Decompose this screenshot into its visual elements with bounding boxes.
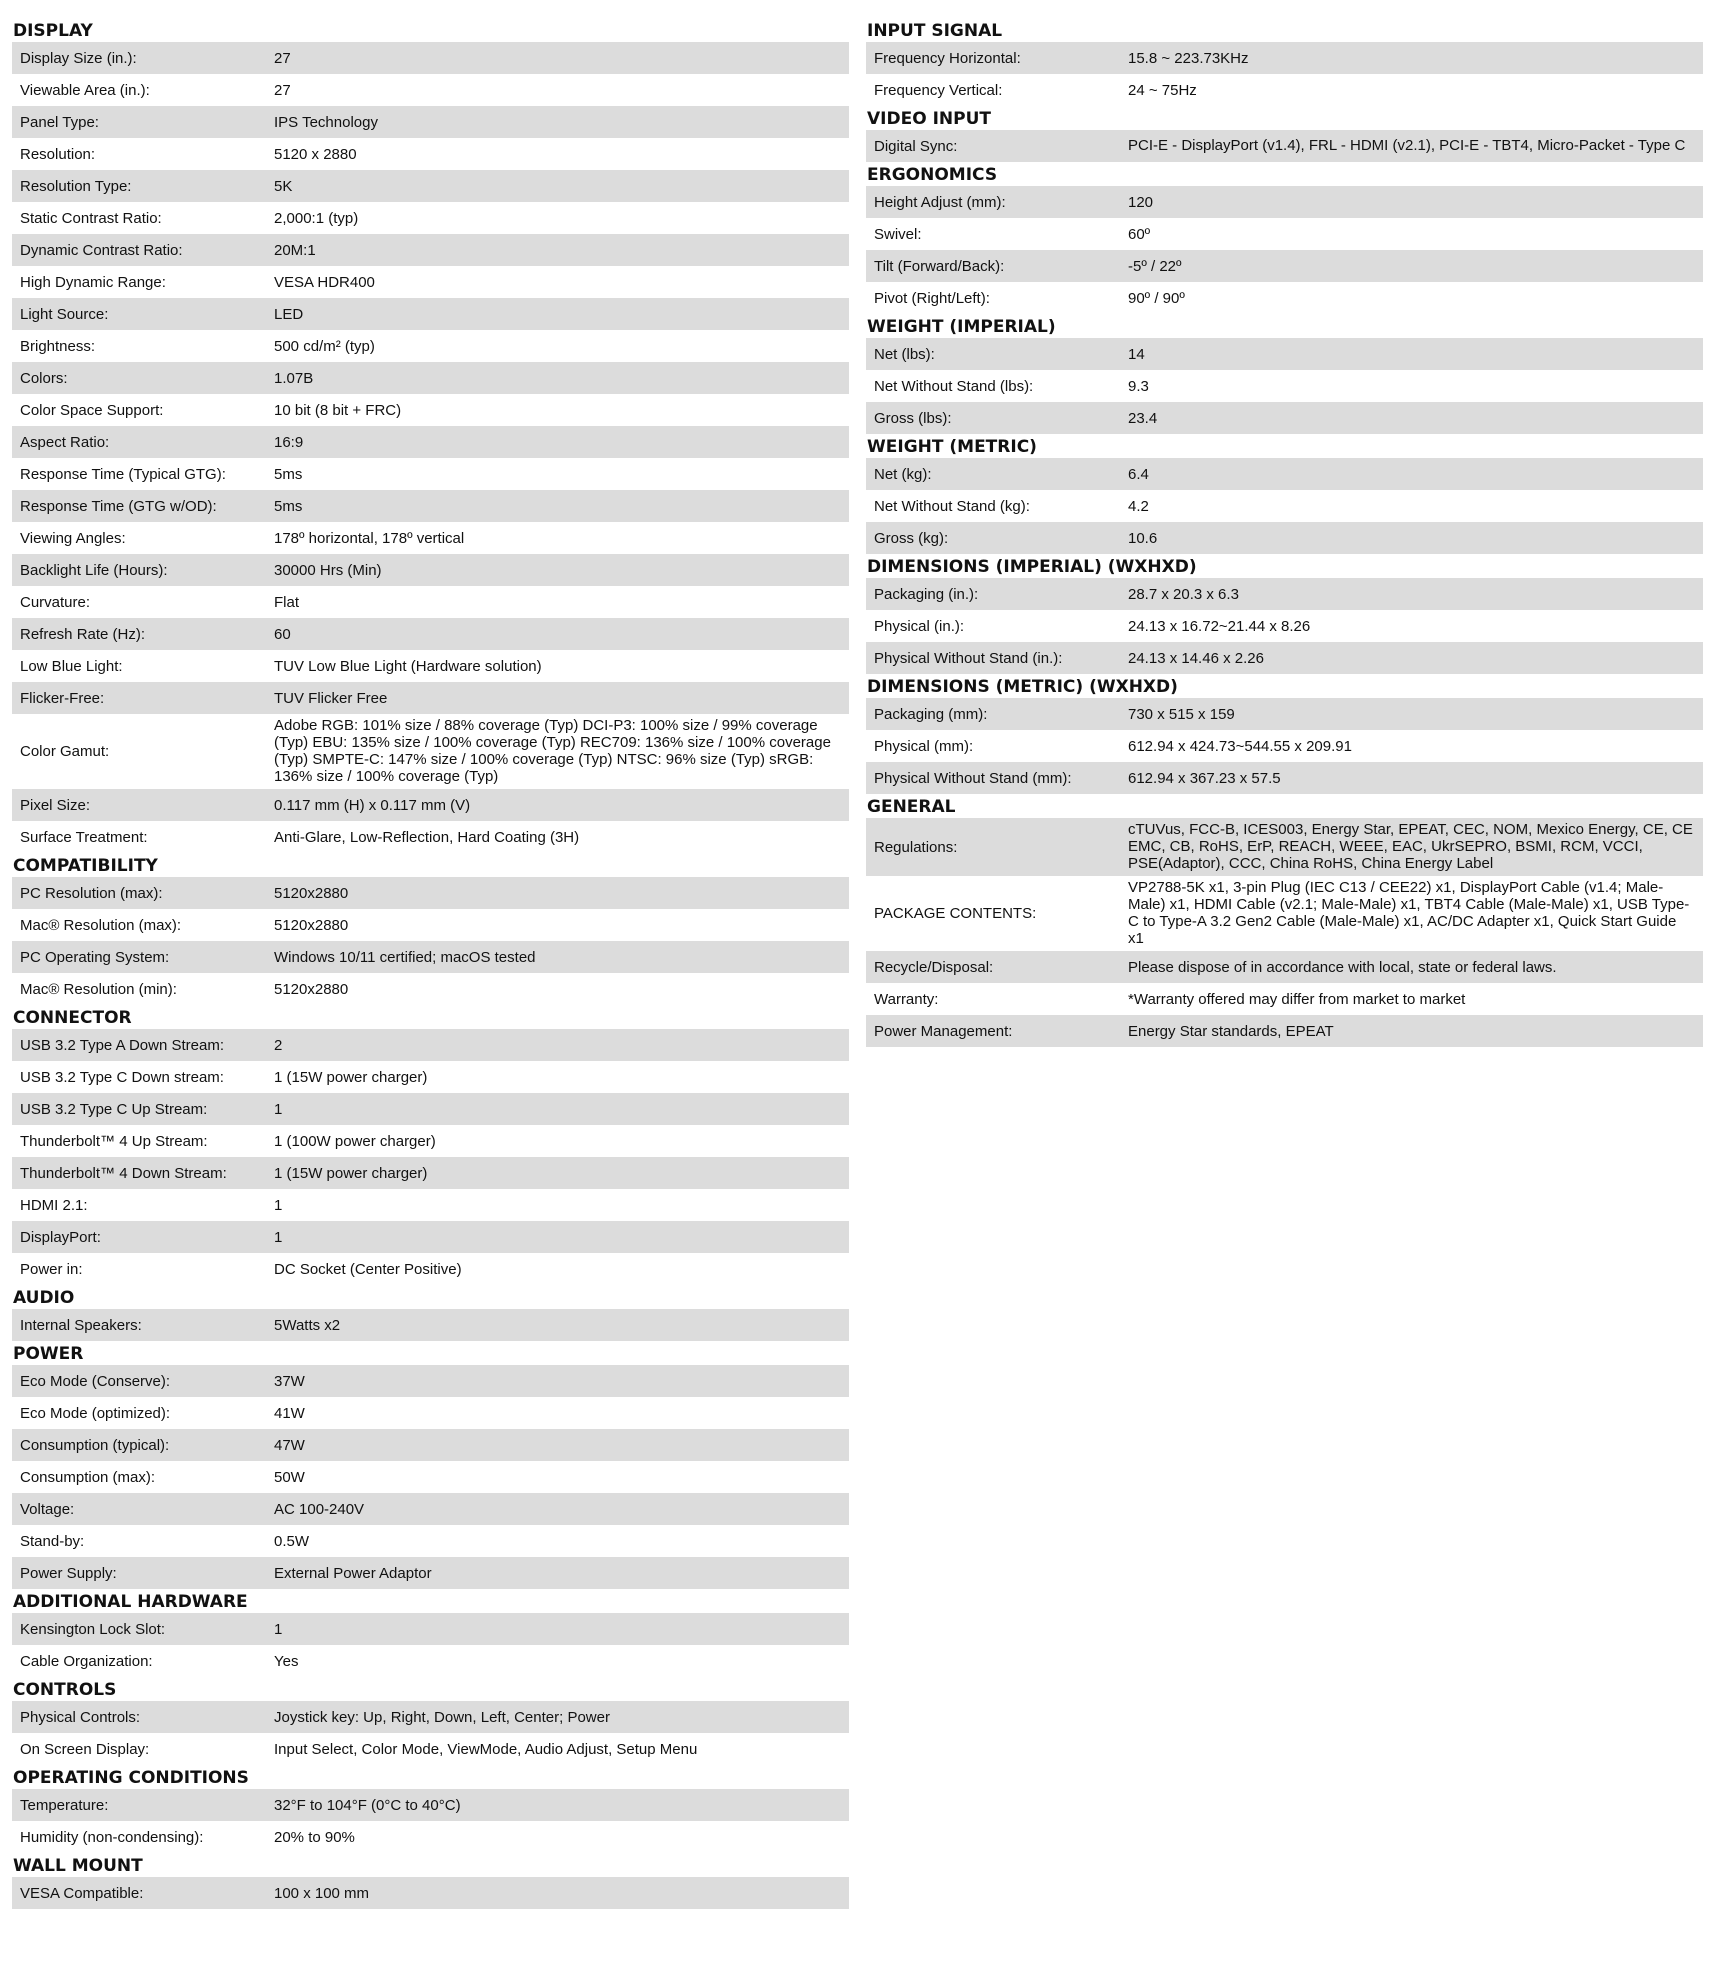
spec-label: Net (kg): xyxy=(874,465,932,483)
section-heading: GENERAL xyxy=(867,797,956,817)
spec-value: 14 xyxy=(1128,345,1145,363)
spec-row xyxy=(12,650,849,682)
spec-row xyxy=(12,394,849,426)
spec-row xyxy=(866,458,1703,490)
spec-value: External Power Adaptor xyxy=(274,1564,432,1582)
spec-label: Consumption (typical): xyxy=(20,1436,170,1454)
spec-label: USB 3.2 Type C Down stream: xyxy=(20,1068,224,1086)
spec-row xyxy=(12,1429,849,1461)
spec-value: 37W xyxy=(274,1372,305,1390)
spec-row xyxy=(866,762,1703,794)
spec-label: Colors: xyxy=(20,369,68,387)
spec-label: Temperature: xyxy=(20,1796,109,1814)
section-heading: INPUT SIGNAL xyxy=(867,21,1003,41)
spec-label: Panel Type: xyxy=(20,113,99,131)
section-heading: DISPLAY xyxy=(13,21,93,41)
spec-row xyxy=(866,338,1703,370)
spec-value: 178º horizontal, 178º vertical xyxy=(274,529,465,547)
section-heading: CONNECTOR xyxy=(13,1008,132,1028)
spec-row xyxy=(866,876,1703,951)
spec-row xyxy=(12,522,849,554)
spec-value: 5K xyxy=(274,177,293,195)
spec-column-right xyxy=(866,18,1703,1047)
spec-row xyxy=(12,941,849,973)
spec-row xyxy=(12,106,849,138)
spec-section-dimensions-metric-wxhxd xyxy=(866,674,1703,794)
spec-row xyxy=(12,1645,849,1677)
spec-label: Response Time (GTG w/OD): xyxy=(20,497,217,515)
spec-row xyxy=(12,1061,849,1093)
spec-value: 1 xyxy=(274,1196,283,1214)
spec-section-additional-hardware xyxy=(12,1589,849,1677)
spec-section-video-input xyxy=(866,106,1703,162)
spec-label: Gross (lbs): xyxy=(874,409,952,427)
spec-section-power xyxy=(12,1341,849,1589)
spec-label: Color Gamut: xyxy=(20,743,110,760)
spec-row xyxy=(866,130,1703,162)
spec-label: Internal Speakers: xyxy=(20,1316,142,1334)
spec-label: DisplayPort: xyxy=(20,1228,101,1246)
spec-label: Curvature: xyxy=(20,593,91,611)
spec-label: Physical Controls: xyxy=(20,1708,141,1726)
spec-label: Resolution Type: xyxy=(20,177,132,195)
spec-value: 612.94 x 424.73~544.55 x 209.91 xyxy=(1128,737,1352,755)
spec-value: *Warranty offered may differ from market to market xyxy=(1128,990,1466,1008)
spec-row xyxy=(12,138,849,170)
spec-value: 100 x 100 mm xyxy=(274,1884,370,1902)
spec-row xyxy=(12,1461,849,1493)
spec-label: Surface Treatment: xyxy=(20,828,148,846)
spec-label: Response Time (Typical GTG): xyxy=(20,465,226,483)
spec-value: 5120x2880 xyxy=(274,916,349,934)
spec-row xyxy=(12,1157,849,1189)
spec-label: VESA Compatible: xyxy=(20,1884,144,1902)
spec-label: Packaging (mm): xyxy=(874,705,988,723)
spec-value: 10.6 xyxy=(1128,529,1158,547)
spec-value: cTUVus, FCC-B, ICES003, Energy Star, EPEAT, CEC, NOM, Mexico Energy, CE, CE EMC, CB, RoHS, ErP, REACH, WEEE, EAC, UkrSEPRO, BSMI, RCM, VCCI, PSE(Adaptor), CCC, China RoHS, China Energy Label xyxy=(1128,821,1693,872)
spec-value: 50W xyxy=(274,1468,305,1486)
spec-value: 24.13 x 14.46 x 2.26 xyxy=(1128,649,1264,667)
spec-value: 1 (100W power charger) xyxy=(274,1132,436,1150)
spec-row xyxy=(12,1189,849,1221)
spec-value: PCI-E - DisplayPort (v1.4), FRL - HDMI (v2.1), PCI-E - TBT4, Micro-Packet - Type C xyxy=(1128,137,1686,154)
spec-value: DC Socket (Center Positive) xyxy=(274,1260,462,1278)
section-heading: DIMENSIONS (IMPERIAL) (WXHXD) xyxy=(867,557,1197,577)
spec-label: Flicker-Free: xyxy=(20,689,105,707)
spec-value: IPS Technology xyxy=(274,113,378,131)
spec-label: Consumption (max): xyxy=(20,1468,156,1486)
spec-value: VP2788-5K x1, 3-pin Plug (IEC C13 / CEE22) x1, DisplayPort Cable (v1.4; Male-Male) x1, HDMI Cable (v2.1; Male-Male) x1, TBT4 Cable (Male-Male) x1, USB Type-C to Type-A 3.2 Gen2 Cable (Male-Male) x1, AC/DC Adapter x1, Quick Start Guide x1 xyxy=(1128,879,1690,947)
spec-value: Anti-Glare, Low-Reflection, Hard Coating (3H) xyxy=(274,828,580,846)
section-heading: AUDIO xyxy=(13,1288,75,1308)
spec-label: PACKAGE CONTENTS: xyxy=(874,905,1037,922)
spec-row xyxy=(866,730,1703,762)
section-heading: ADDITIONAL HARDWARE xyxy=(13,1592,248,1612)
spec-label: Net (lbs): xyxy=(874,345,935,363)
spec-label: Thunderbolt™ 4 Up Stream: xyxy=(20,1132,208,1150)
spec-value: 5ms xyxy=(274,497,303,515)
spec-label: Height Adjust (mm): xyxy=(874,193,1006,211)
spec-row xyxy=(12,1613,849,1645)
spec-label: Eco Mode (Conserve): xyxy=(20,1372,171,1390)
spec-value: 612.94 x 367.23 x 57.5 xyxy=(1128,769,1281,787)
spec-row xyxy=(866,218,1703,250)
spec-value: Adobe RGB: 101% size / 88% coverage (Typ) DCI-P3: 100% size / 99% coverage (Typ) EBU: 135% size / 100% coverage (Typ) REC709: 136% size / 100% coverage (Typ) SMPTE-C: 147% size / 100% coverage (Typ) NTSC: 96% size (Typ) sRGB: 136% size / 100% coverage (Typ) xyxy=(274,717,831,785)
spec-row xyxy=(12,821,849,853)
spec-label: Light Source: xyxy=(20,305,109,323)
spec-value: 23.4 xyxy=(1128,409,1158,427)
spec-label: Digital Sync: xyxy=(874,137,958,155)
spec-section-compatibility xyxy=(12,853,849,1005)
spec-label: High Dynamic Range: xyxy=(20,273,166,291)
spec-row xyxy=(12,973,849,1005)
spec-section-input-signal xyxy=(866,18,1703,106)
spec-label: Thunderbolt™ 4 Down Stream: xyxy=(20,1164,227,1182)
spec-value: 4.2 xyxy=(1128,497,1149,515)
spec-section-controls xyxy=(12,1677,849,1765)
spec-section-display xyxy=(12,18,849,853)
spec-row xyxy=(12,1397,849,1429)
spec-row xyxy=(12,426,849,458)
section-heading: VIDEO INPUT xyxy=(867,109,991,129)
spec-label: Backlight Life (Hours): xyxy=(20,561,168,579)
spec-row xyxy=(866,282,1703,314)
spec-label: Frequency Horizontal: xyxy=(874,49,1021,67)
spec-section-audio xyxy=(12,1285,849,1341)
spec-row xyxy=(12,1525,849,1557)
spec-row xyxy=(12,266,849,298)
spec-row xyxy=(12,714,849,789)
spec-row xyxy=(12,877,849,909)
spec-row xyxy=(12,554,849,586)
spec-value: 41W xyxy=(274,1404,305,1422)
spec-value: 5ms xyxy=(274,465,303,483)
spec-row xyxy=(866,610,1703,642)
spec-label: PC Resolution (max): xyxy=(20,884,163,902)
spec-label: Pivot (Right/Left): xyxy=(874,289,990,307)
spec-label: Aspect Ratio: xyxy=(20,433,110,451)
spec-label: Dynamic Contrast Ratio: xyxy=(20,241,183,259)
spec-value: 24 ~ 75Hz xyxy=(1128,81,1197,99)
spec-value: 1 (15W power charger) xyxy=(274,1068,428,1086)
spec-row xyxy=(12,1557,849,1589)
spec-row xyxy=(12,682,849,714)
spec-row xyxy=(12,1309,849,1341)
spec-value: 27 xyxy=(274,49,291,67)
spec-row xyxy=(866,250,1703,282)
spec-label: Kensington Lock Slot: xyxy=(20,1620,166,1638)
spec-label: Humidity (non-condensing): xyxy=(20,1828,204,1846)
spec-label: Net Without Stand (kg): xyxy=(874,497,1030,515)
spec-label: Physical (mm): xyxy=(874,737,974,755)
spec-row xyxy=(866,983,1703,1015)
spec-label: Viewable Area (in.): xyxy=(20,81,150,99)
spec-label: Pixel Size: xyxy=(20,796,91,814)
spec-label: Power Management: xyxy=(874,1022,1013,1040)
spec-row xyxy=(12,458,849,490)
spec-label: Mac® Resolution (max): xyxy=(20,916,182,934)
spec-value: 20M:1 xyxy=(274,241,316,259)
spec-value: 1 xyxy=(274,1620,283,1638)
spec-value: 10 bit (8 bit + FRC) xyxy=(274,401,402,419)
spec-label: Warranty: xyxy=(874,990,939,1008)
spec-label: Gross (kg): xyxy=(874,529,949,547)
section-heading: WEIGHT (IMPERIAL) xyxy=(867,317,1056,337)
spec-row xyxy=(866,402,1703,434)
spec-row xyxy=(12,1221,849,1253)
spec-label: Tilt (Forward/Back): xyxy=(874,257,1005,275)
spec-section-weight-metric xyxy=(866,434,1703,554)
spec-value: 5120x2880 xyxy=(274,980,349,998)
spec-value: 5120 x 2880 xyxy=(274,145,357,163)
spec-value: 60 xyxy=(274,625,291,643)
spec-label: HDMI 2.1: xyxy=(20,1196,88,1214)
spec-row xyxy=(12,1253,849,1285)
spec-value: TUV Low Blue Light (Hardware solution) xyxy=(274,657,542,675)
spec-row xyxy=(12,298,849,330)
spec-label: Mac® Resolution (min): xyxy=(20,980,177,998)
spec-row xyxy=(12,1029,849,1061)
spec-value: 1 (15W power charger) xyxy=(274,1164,428,1182)
spec-label: Physical (in.): xyxy=(874,617,965,635)
spec-value: 1 xyxy=(274,1228,283,1246)
spec-value: 27 xyxy=(274,81,291,99)
spec-value: Flat xyxy=(274,593,300,611)
spec-row xyxy=(12,1125,849,1157)
spec-label: Viewing Angles: xyxy=(20,529,126,547)
spec-row xyxy=(12,234,849,266)
spec-row xyxy=(866,951,1703,983)
spec-label: Power Supply: xyxy=(20,1564,117,1582)
spec-value: 20% to 90% xyxy=(274,1828,355,1846)
spec-value: 5Watts x2 xyxy=(274,1316,341,1334)
spec-value: Yes xyxy=(274,1652,299,1670)
spec-value: 28.7 x 20.3 x 6.3 xyxy=(1128,585,1239,603)
spec-label: Recycle/Disposal: xyxy=(874,958,994,976)
section-heading: OPERATING CONDITIONS xyxy=(13,1768,249,1788)
spec-section-general xyxy=(866,794,1703,1047)
spec-label: USB 3.2 Type C Up Stream: xyxy=(20,1100,208,1118)
spec-label: Net Without Stand (lbs): xyxy=(874,377,1034,395)
spec-row xyxy=(12,1701,849,1733)
spec-row xyxy=(12,586,849,618)
spec-section-connector xyxy=(12,1005,849,1285)
spec-label: Display Size (in.): xyxy=(20,49,137,67)
spec-value: 15.8 ~ 223.73KHz xyxy=(1128,49,1249,67)
spec-value: 9.3 xyxy=(1128,377,1149,395)
spec-section-operating-conditions xyxy=(12,1765,849,1853)
spec-row xyxy=(866,370,1703,402)
spec-value: Please dispose of in accordance with local, state or federal laws. xyxy=(1128,958,1557,976)
spec-value: Windows 10/11 certified; macOS tested xyxy=(274,948,536,966)
spec-label: Low Blue Light: xyxy=(20,657,123,675)
spec-row xyxy=(12,789,849,821)
section-heading: WALL MOUNT xyxy=(13,1856,143,1876)
spec-label: Voltage: xyxy=(20,1500,75,1518)
section-heading: COMPATIBILITY xyxy=(13,856,158,876)
spec-row xyxy=(12,1877,849,1909)
spec-section-ergonomics xyxy=(866,162,1703,314)
spec-value: 30000 Hrs (Min) xyxy=(274,561,382,579)
spec-label: Brightness: xyxy=(20,337,96,355)
spec-row xyxy=(866,490,1703,522)
spec-value: 1.07B xyxy=(274,369,314,387)
spec-value: 32°F to 104°F (0°C to 40°C) xyxy=(274,1796,461,1814)
spec-value: -5º / 22º xyxy=(1128,257,1182,275)
spec-row xyxy=(12,170,849,202)
spec-value: Joystick key: Up, Right, Down, Left, Center; Power xyxy=(274,1708,610,1726)
spec-section-wall-mount xyxy=(12,1853,849,1909)
spec-row xyxy=(12,362,849,394)
spec-value: 0.117 mm (H) x 0.117 mm (V) xyxy=(274,796,471,814)
spec-label: Stand-by: xyxy=(20,1532,85,1550)
spec-value: Input Select, Color Mode, ViewMode, Audio Adjust, Setup Menu xyxy=(274,1740,698,1758)
spec-value: TUV Flicker Free xyxy=(274,689,388,707)
spec-value: 60º xyxy=(1128,225,1151,243)
spec-value: 90º / 90º xyxy=(1128,289,1185,307)
spec-row xyxy=(12,1789,849,1821)
spec-value: 500 cd/m² (typ) xyxy=(274,337,375,355)
spec-value: 0.5W xyxy=(274,1532,310,1550)
spec-value: 1 xyxy=(274,1100,283,1118)
spec-row xyxy=(866,578,1703,610)
spec-value: 24.13 x 16.72~21.44 x 8.26 xyxy=(1128,617,1311,635)
spec-row xyxy=(866,1015,1703,1047)
spec-label: Swivel: xyxy=(874,225,922,243)
spec-section-dimensions-imperial-wxhxd xyxy=(866,554,1703,674)
spec-label: Refresh Rate (Hz): xyxy=(20,625,146,643)
spec-label: PC Operating System: xyxy=(20,948,170,966)
spec-label: Regulations: xyxy=(874,838,958,856)
spec-row xyxy=(12,618,849,650)
spec-row xyxy=(866,522,1703,554)
spec-row xyxy=(866,698,1703,730)
section-heading: DIMENSIONS (METRIC) (WXHXD) xyxy=(867,677,1178,697)
spec-row xyxy=(12,202,849,234)
spec-label: Resolution: xyxy=(20,145,96,163)
spec-value: 120 xyxy=(1128,193,1154,211)
spec-label: Color Space Support: xyxy=(20,401,164,419)
spec-value: LED xyxy=(274,305,304,323)
spec-label: On Screen Display: xyxy=(20,1740,150,1758)
spec-value: VESA HDR400 xyxy=(274,273,375,291)
spec-value: 730 x 515 x 159 xyxy=(1128,705,1235,723)
spec-value: 2,000:1 (typ) xyxy=(274,209,359,227)
spec-row xyxy=(12,909,849,941)
spec-row xyxy=(866,818,1703,876)
spec-row xyxy=(866,642,1703,674)
section-heading: ERGONOMICS xyxy=(867,165,998,185)
spec-value: 47W xyxy=(274,1436,305,1454)
spec-row xyxy=(12,42,849,74)
spec-label: Packaging (in.): xyxy=(874,585,979,603)
spec-label: Frequency Vertical: xyxy=(874,81,1003,99)
spec-section-weight-imperial xyxy=(866,314,1703,434)
spec-row xyxy=(866,186,1703,218)
spec-row xyxy=(12,74,849,106)
spec-row xyxy=(12,1821,849,1853)
spec-row xyxy=(12,1093,849,1125)
spec-label: Static Contrast Ratio: xyxy=(20,209,162,227)
spec-row xyxy=(866,42,1703,74)
spec-value: Energy Star standards, EPEAT xyxy=(1128,1022,1334,1040)
spec-label: USB 3.2 Type A Down Stream: xyxy=(20,1036,224,1054)
spec-label: Eco Mode (optimized): xyxy=(20,1404,171,1422)
section-heading: WEIGHT (METRIC) xyxy=(867,437,1037,457)
spec-label: Cable Organization: xyxy=(20,1652,153,1670)
spec-row xyxy=(866,74,1703,106)
spec-label: Physical Without Stand (mm): xyxy=(874,769,1072,787)
spec-column-left xyxy=(12,18,849,1909)
spec-value: 16:9 xyxy=(274,433,304,451)
spec-value: 5120x2880 xyxy=(274,884,349,902)
spec-label: Power in: xyxy=(20,1260,83,1278)
spec-label: Physical Without Stand (in.): xyxy=(874,649,1063,667)
spec-value: AC 100-240V xyxy=(274,1500,365,1518)
spec-value: 2 xyxy=(274,1036,283,1054)
section-heading: POWER xyxy=(13,1344,84,1364)
spec-row xyxy=(12,1733,849,1765)
spec-row xyxy=(12,330,849,362)
spec-row xyxy=(12,1493,849,1525)
spec-row xyxy=(12,1365,849,1397)
spec-row xyxy=(12,490,849,522)
section-heading: CONTROLS xyxy=(13,1680,117,1700)
spec-value: 6.4 xyxy=(1128,465,1149,483)
